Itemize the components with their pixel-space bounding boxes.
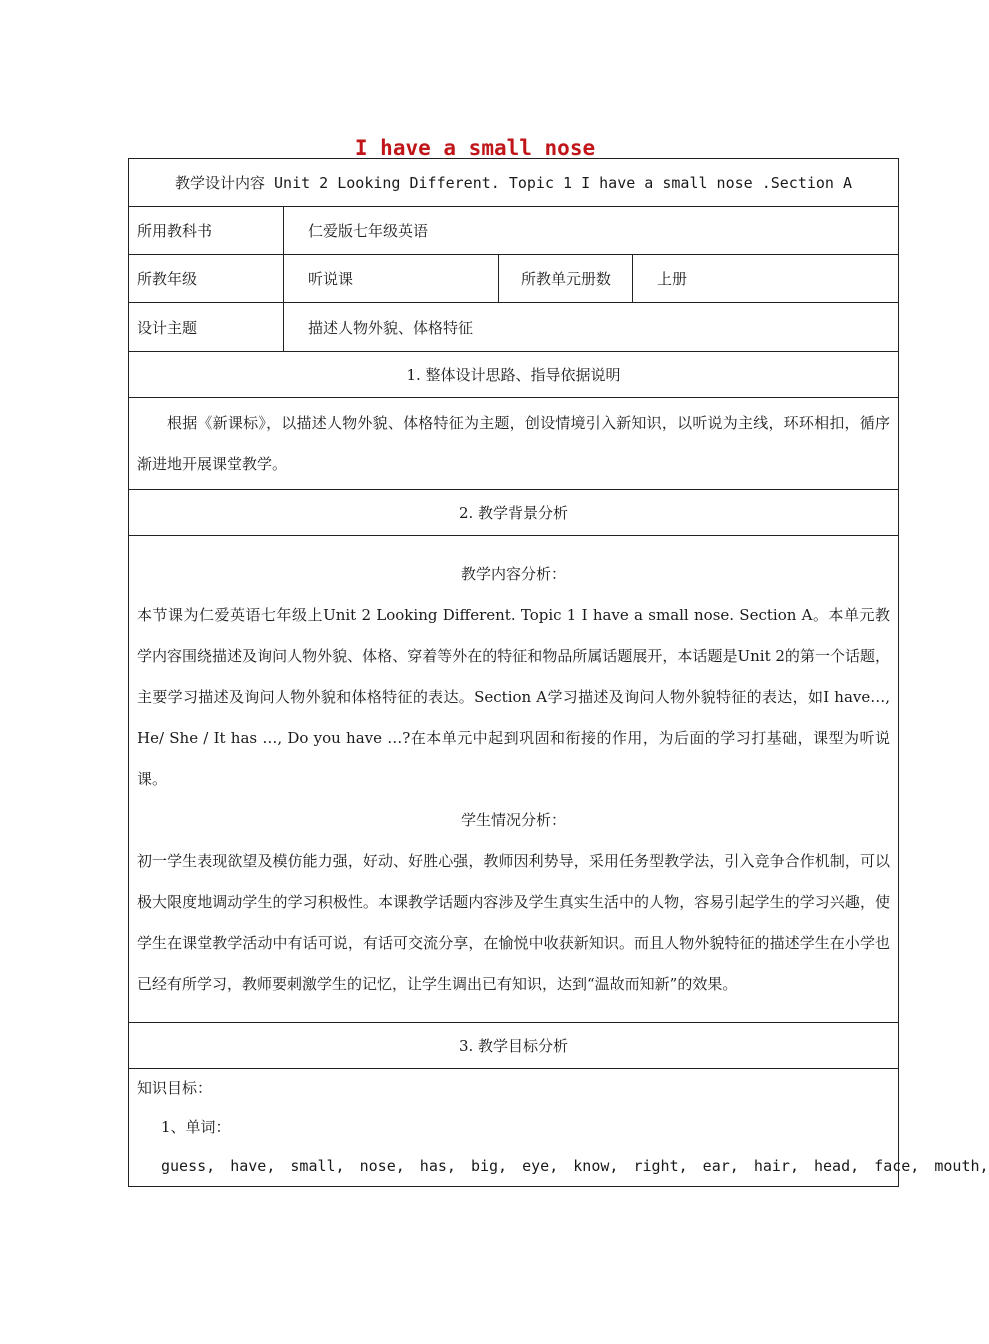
section1-body-row <box>129 398 899 490</box>
section3-heading-row <box>129 1023 899 1069</box>
student-analysis-title: 学生情况分析： <box>461 810 567 829</box>
textbook-row <box>129 207 899 255</box>
section2-body <box>129 536 899 1023</box>
document-title: I have a small nose <box>354 136 596 160</box>
textbook-label: 所用教科书 <box>129 207 284 255</box>
section3-heading: 3. 教学目标分析 <box>129 1023 899 1069</box>
content-analysis-text: 本节课为仁爱英语七年级上Unit 2 Looking Different. Topic 1 I have a small nose. Section A。本单元教学内容围绕描述及询问人物外貌、体格、穿着等外在的特征和物品所属话题展开，本话题是Unit 2的第一个话题，主要学习描述及询问人物外貌和体格特征的表达。Section A学习描述及询问人物外貌特征的表达，如I have…, He/ She / It has …, Do you have …?在本单元中起到巩固和衔接的作用，为后面的学习打基础，课型为听说课。 <box>137 605 891 788</box>
student-analysis-text: 初一学生表现欲望及模仿能力强，好动、好胜心强，教师因利势导，采用任务型教学法，引入竞争合作机制，可以极大限度地调动学生的学习积极性。本课教学话题内容涉及学生真实生活中的人物，容易引起学生的学习兴趣，使学生在课堂教学活动中有话可说，有话可交流分享，在愉悦中收获新知识。而且人物外貌特征的描述学生在小学也已经有所学习，教师要刺激学生的记忆，让学生调出已有知识，达到“温故而知新”的效果。 <box>137 851 891 993</box>
textbook-value: 仁爱版七年级英语 <box>284 207 899 255</box>
section2-body-row <box>129 536 899 1023</box>
lesson-plan-table <box>128 158 989 1187</box>
grade-row <box>129 255 899 303</box>
theme-row <box>129 303 899 352</box>
content-analysis-title: 教学内容分析： <box>461 564 567 583</box>
grade-label: 所教年级 <box>129 255 284 303</box>
unit-volume-value: 上册 <box>633 255 899 303</box>
unit-volume-label: 所教单元册数 <box>499 255 633 303</box>
section1-body <box>129 398 899 490</box>
header-cell: 教学设计内容 Unit 2 Looking Different. Topic 1 I have a small nose .Section A <box>129 159 899 207</box>
section1-heading: 1. 整体设计思路、指导依据说明 <box>129 352 899 398</box>
knowledge-goal-label: 知识目标： <box>137 1079 213 1097</box>
section2-heading: 2. 教学背景分析 <box>129 490 899 536</box>
grade-value: 听说课 <box>284 255 499 303</box>
section3-body-row <box>129 1069 899 1187</box>
section1-heading-row <box>129 352 899 398</box>
section3-body <box>129 1069 989 1187</box>
header-row <box>129 159 899 207</box>
words-label: 1、单词： <box>161 1118 231 1136</box>
section2-heading-row <box>129 490 899 536</box>
theme-value: 描述人物外貌、体格特征 <box>284 303 899 352</box>
vocabulary-list: guess, have, small, nose, has, big, eye, know, right, ear, hair, head, face, mouth, <box>161 1157 989 1175</box>
theme-label: 设计主题 <box>129 303 284 352</box>
section1-text: 根据《新课标》，以描述人物外貌、体格特征为主题，创设情境引入新知识，以听说为主线，环环相扣，循序渐进地开展课堂教学。 <box>137 413 891 473</box>
